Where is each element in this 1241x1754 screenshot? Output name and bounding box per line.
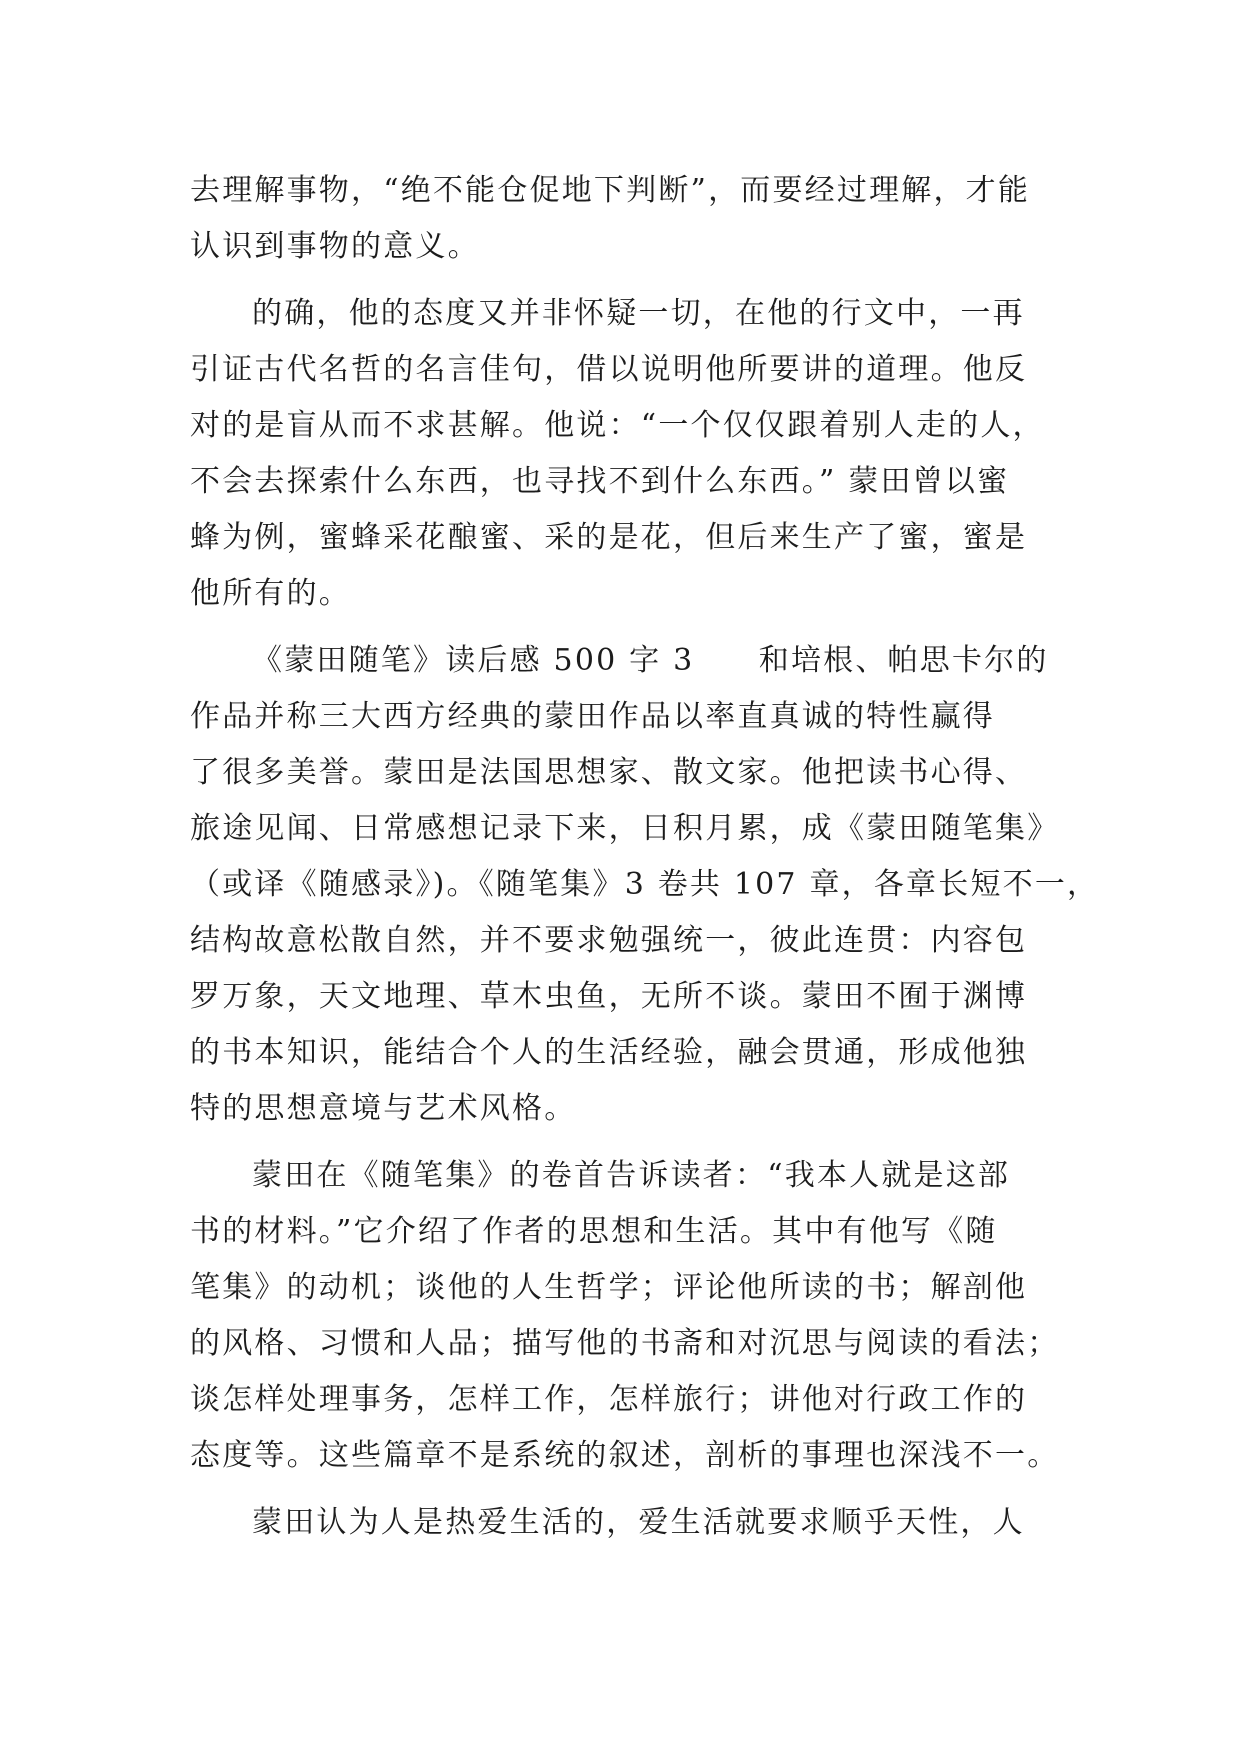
text-line: 谈怎样处理事务，怎样工作，怎样旅行；讲他对行政工作的 [190,1382,1028,1417]
text-line: 的确，他的态度又并非怀疑一切，在他的行文中，一再 [252,296,1025,331]
paragraph-5 [190,1495,1050,1551]
text-line: 对的是盲从而不求甚解。他说：“一个仅仅跟着别人走的人， [190,408,1045,443]
text-line: 蒙田认为人是热爱生活的，爱生活就要求顺乎天性，人 [252,1505,1025,1540]
text-line: 蒙田在《随笔集》的卷首告诉读者：“我本人就是这部 [252,1158,1011,1193]
text-line: 旅途见闻、日常感想记录下来，日积月累，成《蒙田随笔集》 [190,811,1060,846]
text-line: 笔集》的动机；谈他的人生哲学；评论他所读的书；解剖他 [190,1270,1028,1305]
text-line: 作品并称三大西方经典的蒙田作品以率直真诚的特性赢得 [190,699,995,734]
text-line: 认识到事物的意义。 [190,229,480,264]
document-page [190,163,1100,1551]
text-line: 的书本知识，能结合个人的生活经验，融会贯通，形成他独 [190,1035,1028,1070]
paragraph-3 [190,633,1100,1137]
text-line: 特的思想意境与艺术风格。 [190,1091,577,1126]
text-line: 引证古代名哲的名言佳句，借以说明他所要讲的道理。他反 [190,352,1028,387]
text-line: 了很多美誉。蒙田是法国思想家、散文家。他把读书心得、 [190,755,1028,790]
text-line: 态度等。这些篇章不是系统的叙述，剖析的事理也深浅不一。 [190,1438,1060,1473]
text-line: 蜂为例，蜜蜂采花酿蜜、采的是花，但后来生产了蜜，蜜是 [190,520,1028,555]
text-line: 的风格、习惯和人品；描写他的书斋和对沉思与阅读的看法； [190,1326,1060,1361]
text-line: 不会去探索什么东西，也寻找不到什么东西。” 蒙田曾以蜜 [190,464,1010,499]
paragraph-4 [190,1148,1060,1484]
text-line: 罗万象，天文地理、草木虫鱼，无所不谈。蒙田不囿于渊博 [190,979,1028,1014]
text-line: 他所有的。 [190,576,351,611]
section-heading-line: 《蒙田随笔》读后感 500 字 3 和培根、帕思卡尔的 [252,643,1049,678]
text-line: （或译《随感录》)。《随笔集》3 卷共 107 章，各章长短不一， [190,867,1100,902]
paragraph-1 [190,163,1050,275]
text-line: 结构故意松散自然，并不要求勉强统一，彼此连贯：内容包 [190,923,1028,958]
text-line: 书的材料。”它介绍了作者的思想和生活。其中有他写《随 [190,1214,998,1249]
paragraph-2 [190,286,1050,622]
text-line: 去理解事物，“绝不能仓促地下判断”，而要经过理解，才能 [190,173,1031,208]
